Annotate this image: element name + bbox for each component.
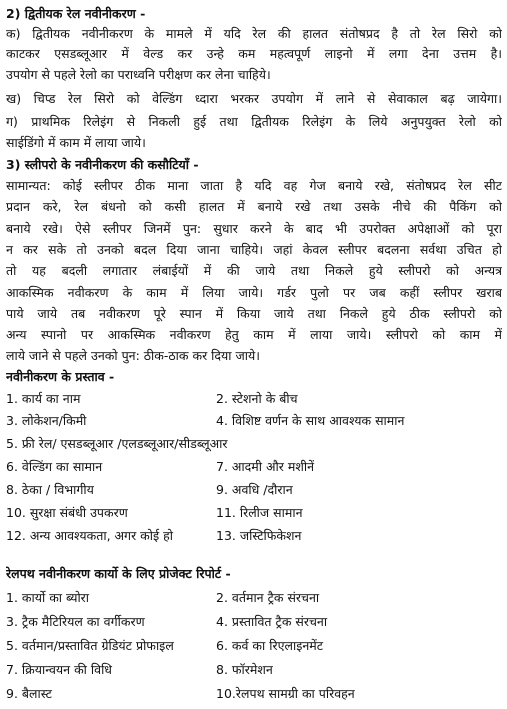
section-3-line-8: अन्य स्पानो पर आकस्मिक नवीकरण हेतु काम में लाया जाये। स्लीपरो को काम में (6, 327, 502, 342)
report-item: 2. वर्तमान ट्रैक संरचना (216, 590, 320, 605)
proposal-item: 10. सुरक्षा संबंधी उपकरण (6, 505, 128, 520)
section-2-heading: 2) द्वितीयक रेल नवीनीकरण - (6, 6, 146, 21)
report-heading: रेलपथ नवीनीकरण कार्यो के लिए प्रोजेक्ट रिपोर्ट - (6, 566, 231, 581)
para-a-line-3: उपयोग से पहले रेलो का पराध्वनि परीक्षण कर लेना चाहिये। (6, 67, 271, 82)
report-item: 3. ट्रैक मैटिरियल का वर्गीकरण (6, 614, 145, 629)
para-a-line-2: काटकर एसडब्लूआर में वेल्ड कर उन्हे कम महत्वपूर्ण लाइनो में लगा देना उत्तम है। (6, 46, 502, 61)
section-3-line-1: सामान्यत: कोई स्लीपर ठीक माना जाता है यदि वह गेज बनाये रखे, संतोषप्रद रेल सीट (6, 178, 502, 193)
report-item: 5. वर्तमान/प्रस्तावित ग्रेडियंट प्रोफाइल (6, 638, 174, 653)
section-3-line-9: लाये जाने से पहले उनको पुन: ठीक-ठाक कर दिया जाये। (6, 348, 260, 363)
proposal-item: 7. आदमी और मशीनें (216, 459, 315, 474)
report-item: 8. फॉरमेशन (216, 662, 273, 677)
section-3-line-7: पाये जाये तब नवीकरण पूरे स्पान में किया जाये तथा निकले हुये ठीक स्लीपरो को (6, 306, 502, 321)
proposal-row (6, 457, 502, 477)
proposal-heading: नवीनीकरण के प्रस्ताव - (6, 369, 115, 384)
report-row (6, 636, 502, 656)
report-item: 4. प्रस्तावित ट्रैक संरचना (216, 614, 328, 629)
proposal-row (6, 503, 502, 523)
proposal-row (6, 411, 502, 431)
report-item: 7. क्रियान्वयन की विधि (6, 662, 112, 677)
proposal-item: 9. अवधि /दौरान (216, 482, 293, 497)
proposal-item: 2. स्टेशनो के बीच (216, 391, 298, 406)
section-3-line-3: बनाये रखे। ऐसे स्लीपर जिनमें पुन: सुधार करने के बाद भी उपरोक्त अपेक्षाओं को पूरा (6, 221, 502, 236)
report-item: 9. बैलास्ट (6, 686, 52, 701)
proposal-row (6, 480, 502, 500)
section-3-line-6: आकस्मिक नवीकरण के काम में लिया जाये। गर्डर पुलो पर जब कहीं स्लीपर खराब (6, 285, 502, 300)
para-c-line-1: ग) प्राथमिक रिलेइंग से निकली हुई तथा द्वितीयक रिलेइंग के लिये अनुपयुक्त रेलो को (6, 114, 502, 129)
proposal-item: 13. जस्टिफिकेशन (216, 528, 302, 543)
report-row (6, 588, 502, 608)
report-row (6, 660, 502, 680)
proposal-row (6, 526, 502, 546)
report-row (6, 684, 502, 704)
report-item: 10.रेलपथ सामग्री का परिवहन (216, 686, 355, 701)
section-3-heading: 3) स्लीपरो के नवीनीकरण की कसौटियाँ - (6, 157, 199, 172)
proposal-item: 1. कार्य का नाम (6, 391, 81, 406)
proposal-row (6, 434, 502, 454)
proposal-item: 5. फ्री रेल/ एसडब्लूआर /एलडब्लूआर/सीडब्लूआर (6, 436, 228, 451)
section-3-line-2: प्रदान करे, रेल बंधनो को कसी हालत में बनाये रखे तथा उसके नीचे की पैकिंग को (6, 199, 502, 214)
proposal-item: 6. वेल्डिंग का सामान (6, 459, 103, 474)
proposal-item: 4. विशिष्ट वर्णन के साथ आवश्यक सामान (216, 413, 405, 428)
report-row (6, 612, 502, 632)
section-3-line-5: तो यह बदली लगातार लंबाईयों में की जाये तथा निकले हुये स्लीपरो को अन्यत्र (6, 263, 502, 278)
para-c-line-2: साईडिंगो में काम में लाया जाये। (6, 135, 146, 150)
report-item: 1. कार्यो का ब्योरा (6, 590, 90, 605)
proposal-item: 8. ठेका / विभागीय (6, 482, 94, 497)
proposal-item: 12. अन्य आवश्यकता, अगर कोई हो (6, 528, 174, 543)
report-item: 6. कर्व का रिएलाइनमेंट (216, 638, 324, 653)
proposal-item: 3. लोकेशन/किमी (6, 413, 87, 428)
proposal-row (6, 389, 502, 409)
section-3-line-4: न कर सके तो उनको बदल दिया जाना चाहिये। जहां केवल स्लीपर बदलना सर्वथा उचित हो (6, 242, 502, 257)
proposal-item: 11. रिलीज सामान (216, 505, 303, 520)
para-b: ख) चिप्ड रेल सिरो को वेल्डिंग ध्दारा भरकर उपयोग में लाने से सेवाकाल बढ़ जायेगा। (6, 91, 502, 106)
para-a-line-1: क) द्वितीयक नवीनीकरण के मामले में यदि रेल की हालत संतोषप्रद है तो रेल सिरो को (6, 26, 502, 41)
